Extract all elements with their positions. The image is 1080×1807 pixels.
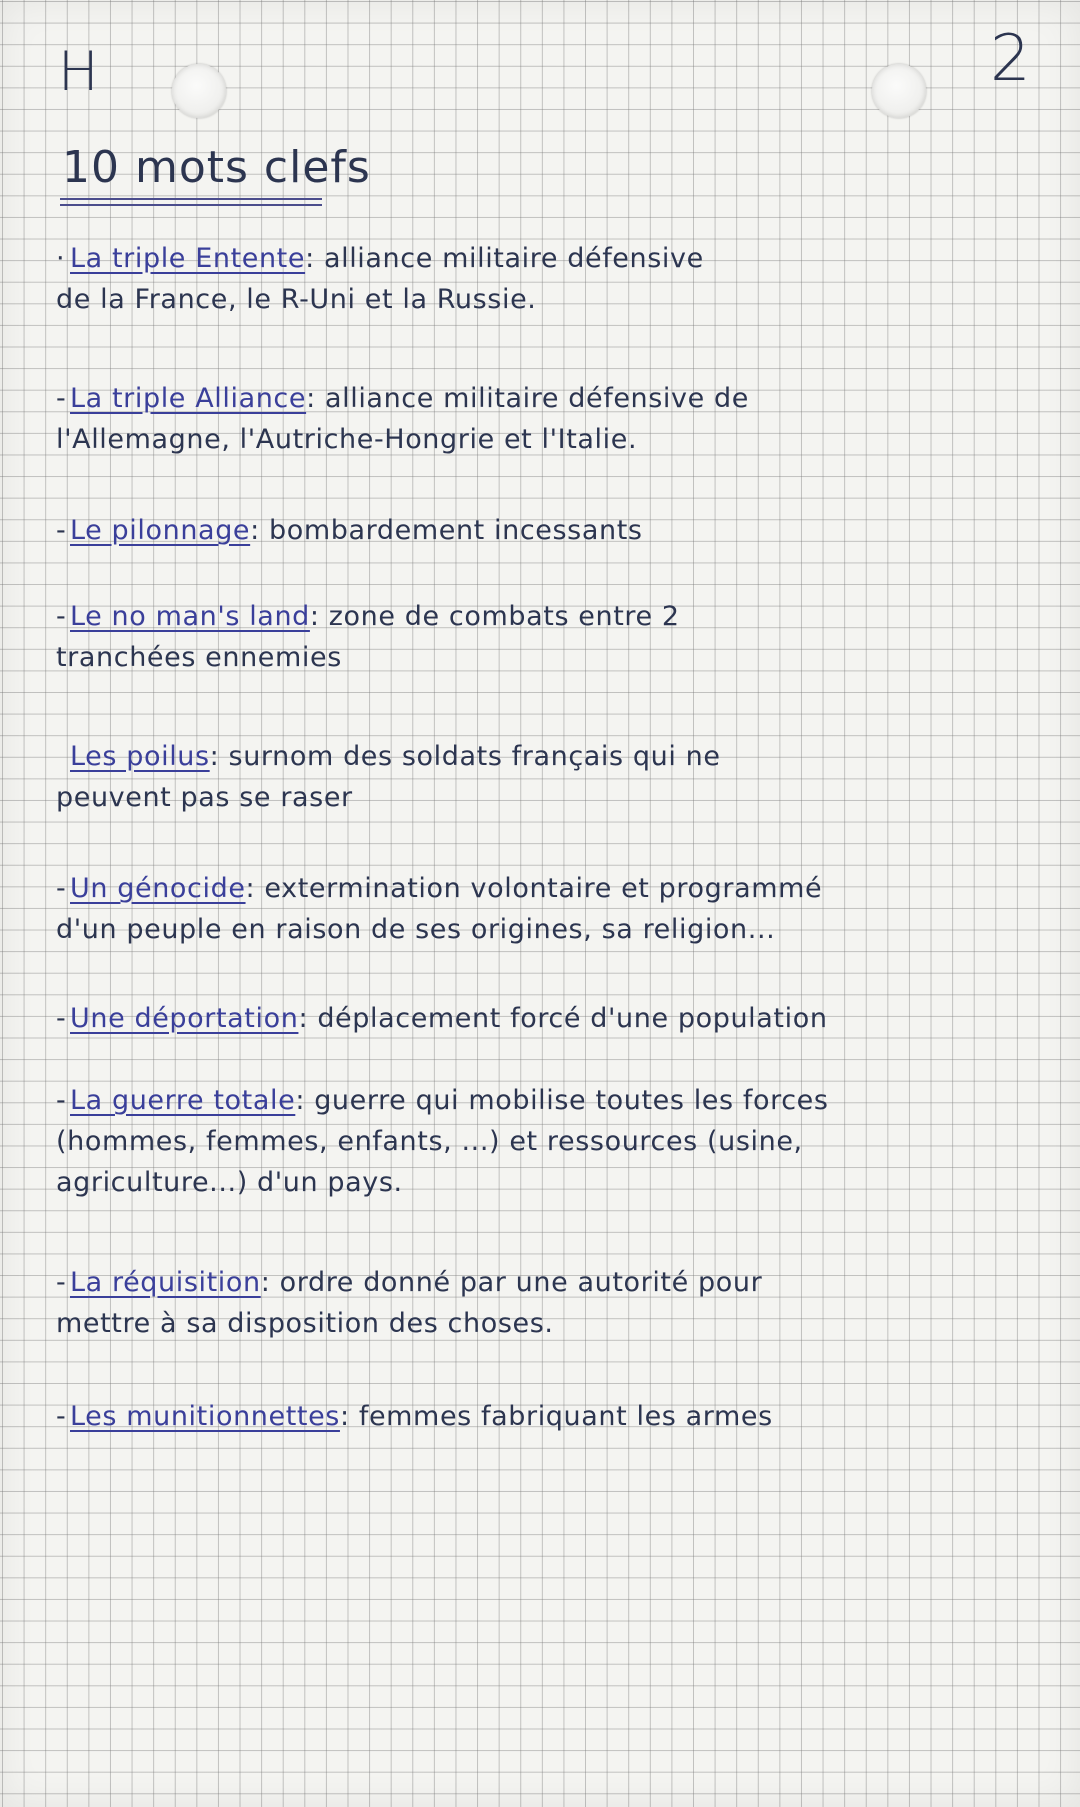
keyword-entry [56, 378, 1056, 460]
bullet-dash: · [56, 243, 66, 274]
keyword-definition: : femmes fabriquant les armes [339, 1401, 773, 1432]
entry-line: peuvent pas se raser [56, 782, 353, 813]
keyword-term: Une déportation [70, 1003, 299, 1034]
keyword-definition: : bombardement incessants [250, 515, 643, 546]
subject-letter: H [58, 40, 100, 103]
bullet-dash: - [56, 1401, 67, 1432]
keyword-definition: : ordre donné par une autorité pour [260, 1267, 763, 1298]
entry-line [56, 596, 1056, 637]
keyword-term: Les munitionnettes [70, 1401, 340, 1432]
keyword-definition: : alliance militaire défensive [305, 243, 704, 274]
bullet-dash: - [56, 383, 67, 414]
title-underline [60, 198, 322, 200]
entry-line [56, 998, 1056, 1039]
entry-line: l'Allemagne, l'Autriche-Hongrie et l'Italie. [56, 424, 638, 455]
keyword-term: Les poilus [70, 741, 210, 772]
bullet-dash: - [56, 515, 67, 546]
keyword-definition: : guerre qui mobilise toutes les forces [295, 1085, 829, 1116]
bullet-dash: - [56, 1085, 67, 1116]
keyword-entry [56, 1262, 1056, 1344]
entry-line [56, 378, 1056, 419]
keyword-term: Un génocide [70, 873, 246, 904]
entry-line: tranchées ennemies [56, 642, 342, 673]
keyword-entry [56, 596, 1056, 678]
entry-line [56, 510, 1056, 551]
entry-line: de la France, le R-Uni et la Russie. [56, 284, 537, 315]
punch-hole-right [872, 64, 926, 118]
keyword-entry [56, 1396, 1056, 1437]
keyword-term: La réquisition [70, 1267, 261, 1298]
keyword-definition: : zone de combats entre 2 [309, 601, 680, 632]
keyword-definition: : alliance militaire défensive de [306, 383, 749, 414]
keyword-entry [56, 868, 1056, 950]
keyword-entry [56, 238, 1056, 320]
entry-line [56, 736, 1056, 777]
entry-line: (hommes, femmes, enfants, ...) et ressources (usine, [56, 1126, 803, 1157]
keyword-term: Le pilonnage [70, 515, 251, 546]
keyword-entry [56, 510, 1056, 551]
keyword-term: La triple Alliance [70, 383, 307, 414]
page-title: 10 mots clefs [62, 142, 371, 193]
entry-line: mettre à sa disposition des choses. [56, 1308, 554, 1339]
keyword-definition: : déplacement forcé d'une population [298, 1003, 828, 1034]
title-underline-double [60, 204, 322, 206]
entry-line [56, 238, 1056, 279]
entry-line: agriculture...) d'un pays. [56, 1167, 403, 1198]
keyword-term: La triple Entente [70, 243, 306, 274]
bullet-dash: - [56, 1003, 67, 1034]
entry-line [56, 1396, 1056, 1437]
keyword-entry [56, 1080, 1056, 1203]
entry-line [56, 868, 1056, 909]
keyword-term: Le no man's land [70, 601, 310, 632]
keyword-entry [56, 736, 1056, 818]
keyword-definition: : surnom des soldats français qui ne [209, 741, 721, 772]
punch-hole-left [172, 64, 226, 118]
entry-line [56, 1262, 1056, 1303]
bullet-dash: - [56, 601, 67, 632]
entry-line [56, 1080, 1056, 1121]
entry-line: d'un peuple en raison de ses origines, sa religion... [56, 914, 776, 945]
keyword-term: La guerre totale [70, 1085, 296, 1116]
bullet-dash: - [56, 873, 67, 904]
keyword-entry [56, 998, 1056, 1039]
keyword-definition: : extermination volontaire et programmé [245, 873, 823, 904]
bullet-dash: - [56, 1267, 67, 1298]
page-number: 2 [990, 22, 1032, 96]
